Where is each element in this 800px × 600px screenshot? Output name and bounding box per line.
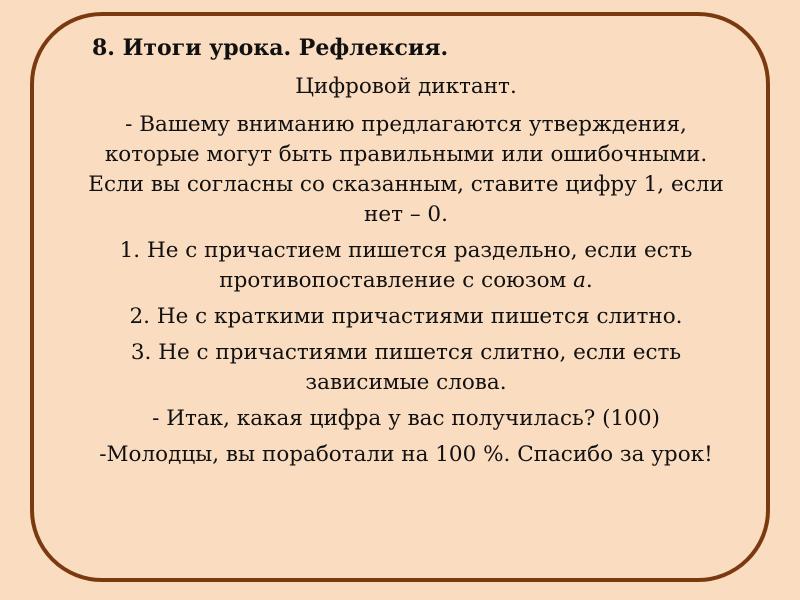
slide-subtitle: Цифровой диктант. — [295, 74, 517, 99]
slide-heading: 8. Итоги урока. Рефлексия. — [92, 35, 449, 61]
statement-1-union: а — [573, 268, 586, 293]
statement-1-text: 1. Не с причастием пишется раздельно, если есть противопоставление с союзом — [119, 238, 693, 293]
closing-line: -Молодцы, вы поработали на 100 %. Спасибо за урок! — [99, 442, 713, 467]
intro-paragraph: - Вашему вниманию предлагаются утверждения, которые могут быть правильными или ошибочными. Если вы согласны со сказанным, ставите цифру 1, если нет – 0. — [88, 112, 724, 227]
statement-1-end: . — [585, 268, 593, 293]
statement-3: 3. Не с причастиями пишется слитно, если есть зависимые слова. — [130, 340, 682, 395]
statement-2: 2. Не с краткими причастиями пишется слитно. — [129, 304, 683, 329]
slide-content — [88, 34, 724, 476]
question-line: - Итак, какая цифра у вас получилась? (100) — [152, 406, 660, 431]
statement-1 — [88, 236, 724, 296]
